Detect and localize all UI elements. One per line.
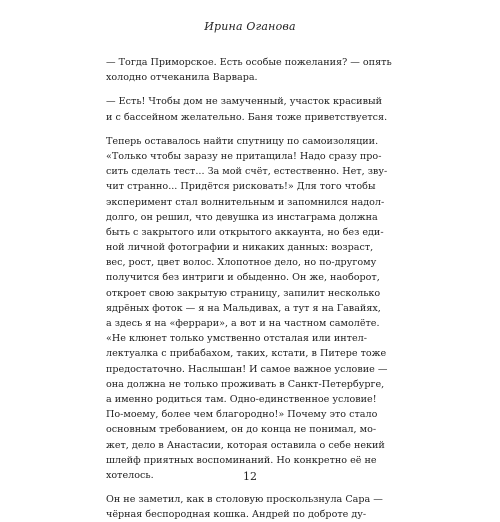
paragraph-4 <box>106 492 398 522</box>
text-line: «Не клюнет только умственно отсталая или интел- <box>106 333 367 345</box>
text-line: — Есть! Чтобы дом не замученный, участок красивый <box>106 96 382 108</box>
text-line: — Тогда Приморское. Есть особые пожелания? — опять <box>106 57 392 68</box>
text-line: а здесь я на «феррари», а вот и на частном самолёте. <box>106 318 380 329</box>
text-line: долго, он решил, что девушка из инстаграма должна <box>106 211 378 223</box>
text-line: По-моему, более чем благородно!» Почему это стало <box>106 409 378 421</box>
page-body <box>106 55 398 522</box>
text-line: откроет свою закрытую страницу, запилит несколько <box>106 287 381 299</box>
page-number: 12 <box>243 470 257 483</box>
text-line: получится без интриги и обыденно. Он же, наоборот, <box>106 272 380 284</box>
text-line: сить сделать тест... За мой счёт, естественно. Нет, зву- <box>106 166 388 178</box>
running-header-author: Ирина Оганова <box>204 20 296 33</box>
text-line: ной личной фотографии и никаких данных: возраст, <box>106 242 374 254</box>
text-line: и с бассейном желательно. Баня тоже приветствуется. <box>106 111 388 123</box>
text-line: чит странно... Придётся рисковать!» Для того чтобы <box>106 181 376 193</box>
text-line: быть с закрытого или открытого аккаунта, но без еди- <box>106 226 384 238</box>
paragraph-3 <box>106 134 398 483</box>
text-line: ядрёных фоток — я на Мальдивах, а тут я на Гавайях, <box>106 302 381 314</box>
text-line: Теперь оставалось найти спутницу по самоизоляции. <box>106 135 379 147</box>
text-line: жет, дело в Анастасии, которая оставила о себе некий <box>106 439 385 451</box>
text-line: основным требованием, он до конца не понимал, мо- <box>106 424 377 436</box>
text-line: хотелось. <box>106 469 154 481</box>
text-line: а именно родиться там. Одно-единственное условие! <box>106 393 377 405</box>
text-line: Он не заметил, как в столовую проскользнула Сара — <box>106 494 383 506</box>
text-line: она должна не только проживать в Санкт-Петербурге, <box>106 378 385 390</box>
text-line: шлейф приятных воспоминаний. Но конкретно её не <box>106 454 377 466</box>
text-line: предостаточно. Наслышан! И самое важное условие — <box>106 363 388 375</box>
text-line: холодно отчеканила Варвара. <box>106 72 258 84</box>
paragraph-1 <box>106 55 398 85</box>
paragraph-2 <box>106 94 398 124</box>
text-line: чёрная беспородная кошка. Андрей по доброте ду- <box>106 509 367 521</box>
text-line: «Только чтобы заразу не притащила! Надо сразу про- <box>106 150 382 162</box>
text-line: эксперимент стал волнительным и запомнился надол- <box>106 196 385 208</box>
text-line: лектуалка с прибабахом, таких, кстати, в Питере тоже <box>106 348 387 360</box>
text-line: вес, рост, цвет волос. Хлопотное дело, но по-другому <box>106 257 377 269</box>
